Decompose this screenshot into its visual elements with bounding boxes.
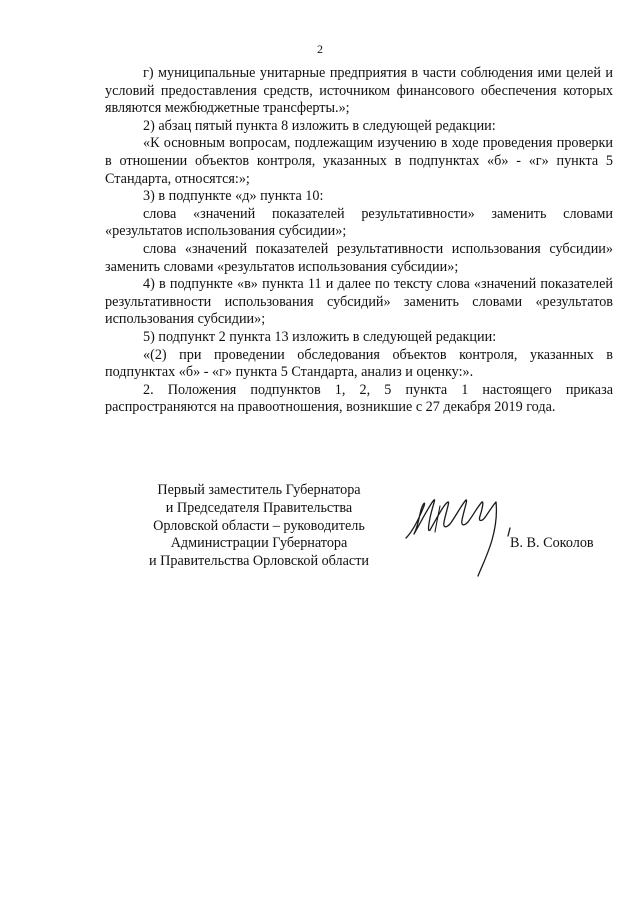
handwritten-signature — [400, 486, 520, 586]
page-number: 2 — [317, 42, 323, 56]
position-line: Орловской области – руководитель — [153, 517, 365, 534]
paragraph-subitem-2: 5) подпункт 2 пункта 13 изложить в следующей редакции: — [143, 328, 497, 345]
paragraph-quote-main-questions: «К основным вопросам, подлежащим изучению в ходе проведения проверки в отношении объектов контроля, указанных в подпунктах «б» - «г» пункта 5 Стандарта, относятся:»; — [105, 135, 613, 187]
position-line: и Правительства Орловской области — [148, 553, 370, 570]
paragraph-replace-2: слова «значений показателей результативности использования субсидии» заменить словами «результатов использования субсидии»; — [105, 240, 613, 275]
signatory-position — [135, 482, 383, 571]
paragraph-replace-1: слова «значений показателей результативности» заменить словами «результатов использования субсидии»; — [105, 205, 613, 240]
position-line: Первый заместитель Губернатора — [157, 482, 361, 498]
signer-name: В. В. Соколов — [510, 535, 594, 551]
paragraph-effective-date: 2. Положения подпунктов 1, 2, 5 пункта 1 настоящего приказа распространяются на правоотношения, возникшие с 27 декабря 2019 года. — [105, 381, 613, 416]
document-body — [105, 65, 613, 417]
position-line: и Председателя Правительства — [165, 499, 353, 516]
paragraph-subitem-d: 3) в подпункте «д» пункта 10: — [143, 188, 324, 205]
paragraph-item-g: г) муниципальные унитарные предприятия в части соблюдения ими целей и условий предоставления средств, источником финансового обеспечения которых являются межбюджетные трансферты.»; — [105, 65, 613, 117]
paragraph-abzac-5: 2) абзац пятый пункта 8 изложить в следующей редакции: — [143, 117, 496, 134]
paragraph-quote-inspection: «(2) при проведении обследования объектов контроля, указанных в подпунктах «б» - «г» пункта 5 Стандарта, анализ и оценку:». — [105, 346, 613, 381]
position-line: Администрации Губернатора — [170, 535, 348, 552]
paragraph-subitem-v: 4) в подпункте «в» пункта 11 и далее по тексту слова «значений показателей результативности использования субсидий» заменить словами «результатов использования субсидии»; — [105, 276, 613, 328]
